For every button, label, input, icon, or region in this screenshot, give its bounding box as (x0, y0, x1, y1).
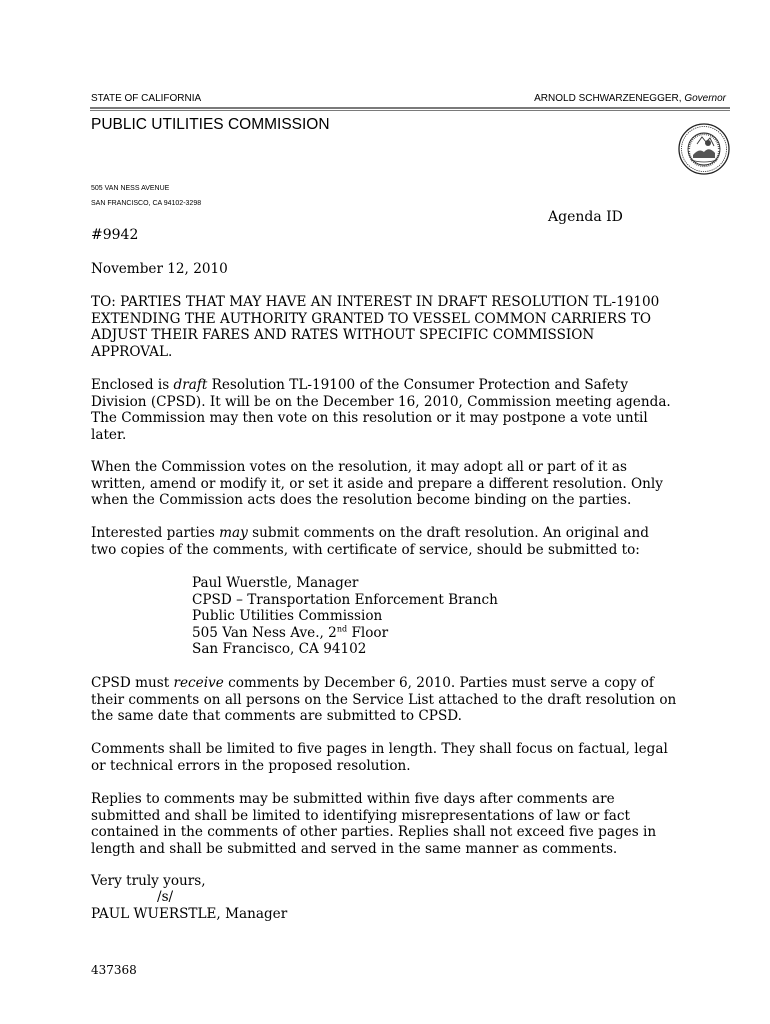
address-line-1: 505 VAN NESS AVENUE (91, 185, 170, 192)
paragraph-line: contained in the comments of other parties. Replies shall not exceed five pages in (91, 824, 657, 840)
signer-name: PAUL WUERSTLE, Manager (91, 906, 288, 922)
agency-title: PUBLIC UTILITIES COMMISSION (91, 116, 330, 133)
agenda-number: #9942 (91, 227, 139, 243)
text-run: Resolution TL-19100 of the Consumer Protection and Safety (207, 377, 628, 393)
paragraph-line (91, 525, 701, 542)
state-seal-icon (677, 122, 731, 176)
text-run: submit comments on the draft resolution. An original and (247, 525, 649, 541)
addressee-name: Paul Wuerstle, Manager (192, 575, 359, 591)
to-line: TO: PARTIES THAT MAY HAVE AN INTEREST IN DRAFT RESOLUTION TL-19100 (91, 294, 660, 310)
paragraph-line: Comments shall be limited to five pages in length. They shall focus on factual, legal (91, 741, 668, 757)
paragraph-votes (91, 459, 701, 509)
paragraph-line: their comments on all persons on the Service List attached to the draft resolution on (91, 691, 677, 708)
to-line: ADJUST THEIR FARES AND RATES WITHOUT SPECIFIC COMMISSION (91, 327, 595, 343)
paragraph-line: length and shall be submitted and served in the same manner as comments. (91, 840, 618, 857)
paragraph-line: Division (CPSD). It will be on the December 16, 2010, Commission meeting agenda. (91, 393, 671, 410)
governor-title: Governor (684, 93, 726, 104)
agenda-label: Agenda ID (548, 209, 623, 225)
addressee-street (192, 625, 498, 642)
ordinal-suffix: nd (336, 623, 348, 633)
emphasis-draft: draft (173, 377, 208, 393)
addressee-org: Public Utilities Commission (192, 608, 383, 624)
addressee-block (192, 575, 498, 658)
addressee-branch: CPSD – Transportation Enforcement Branch (192, 591, 498, 608)
paragraph-deadline (91, 675, 701, 725)
text-run: Interested parties (91, 525, 220, 541)
paragraph-line: two copies of the comments, with certificate of service, should be submitted to: (91, 541, 640, 558)
header-rule-thin (90, 110, 730, 111)
state-label: STATE OF CALIFORNIA (91, 93, 202, 104)
to-line: APPROVAL. (91, 343, 173, 360)
paragraph-line (91, 675, 701, 692)
emphasis-may: may (219, 525, 248, 541)
text-run: Enclosed is (91, 377, 174, 393)
paragraph-line: later. (91, 426, 127, 443)
closing: Very truly yours, (91, 873, 206, 889)
address-line-2: SAN FRANCISCO, CA 94102-3298 (91, 200, 202, 207)
text-run: comments by December 6, 2010. Parties must serve a copy of (223, 675, 654, 691)
paragraph-limits (91, 741, 701, 774)
letter-date: November 12, 2010 (91, 261, 228, 277)
paragraph-line: Replies to comments may be submitted within five days after comments are (91, 791, 615, 807)
header-rule (90, 107, 730, 109)
text-run: 505 Van Ness Ave., 2 (192, 624, 337, 641)
paragraph-enclosed (91, 377, 701, 443)
paragraph-line: the same date that comments are submitted to CPSD. (91, 708, 462, 724)
paragraph-line: or technical errors in the proposed resolution. (91, 757, 411, 774)
paragraph-comments (91, 525, 701, 558)
paragraph-line: When the Commission votes on the resolution, it may adopt all or part of it as (91, 459, 627, 475)
addressee-city: San Francisco, CA 94102 (192, 641, 367, 657)
text-run: Floor (347, 624, 389, 641)
to-line: EXTENDING THE AUTHORITY GRANTED TO VESSEL COMMON CARRIERS TO (91, 310, 652, 327)
paragraph-line: submitted and shall be limited to identifying misrepresentations of law or fact (91, 807, 630, 824)
document-number: 437368 (91, 963, 137, 977)
emphasis-receive: receive (173, 675, 224, 691)
paragraph-line (91, 377, 701, 394)
paragraph-line: when the Commission acts does the resolution become binding on the parties. (91, 492, 632, 508)
paragraph-replies (91, 791, 701, 857)
paragraph-line: written, amend or modify it, or set it aside and prepare a different resolution. Only (91, 475, 663, 492)
paragraph-line: The Commission may then vote on this resolution or it may postpone a vote until (91, 410, 648, 426)
text-run: CPSD must (91, 675, 174, 691)
to-paragraph (91, 294, 701, 360)
signature: /s/ (157, 889, 174, 905)
governor-label (534, 93, 726, 104)
governor-name: ARNOLD SCHWARZENEGGER, (534, 93, 682, 104)
